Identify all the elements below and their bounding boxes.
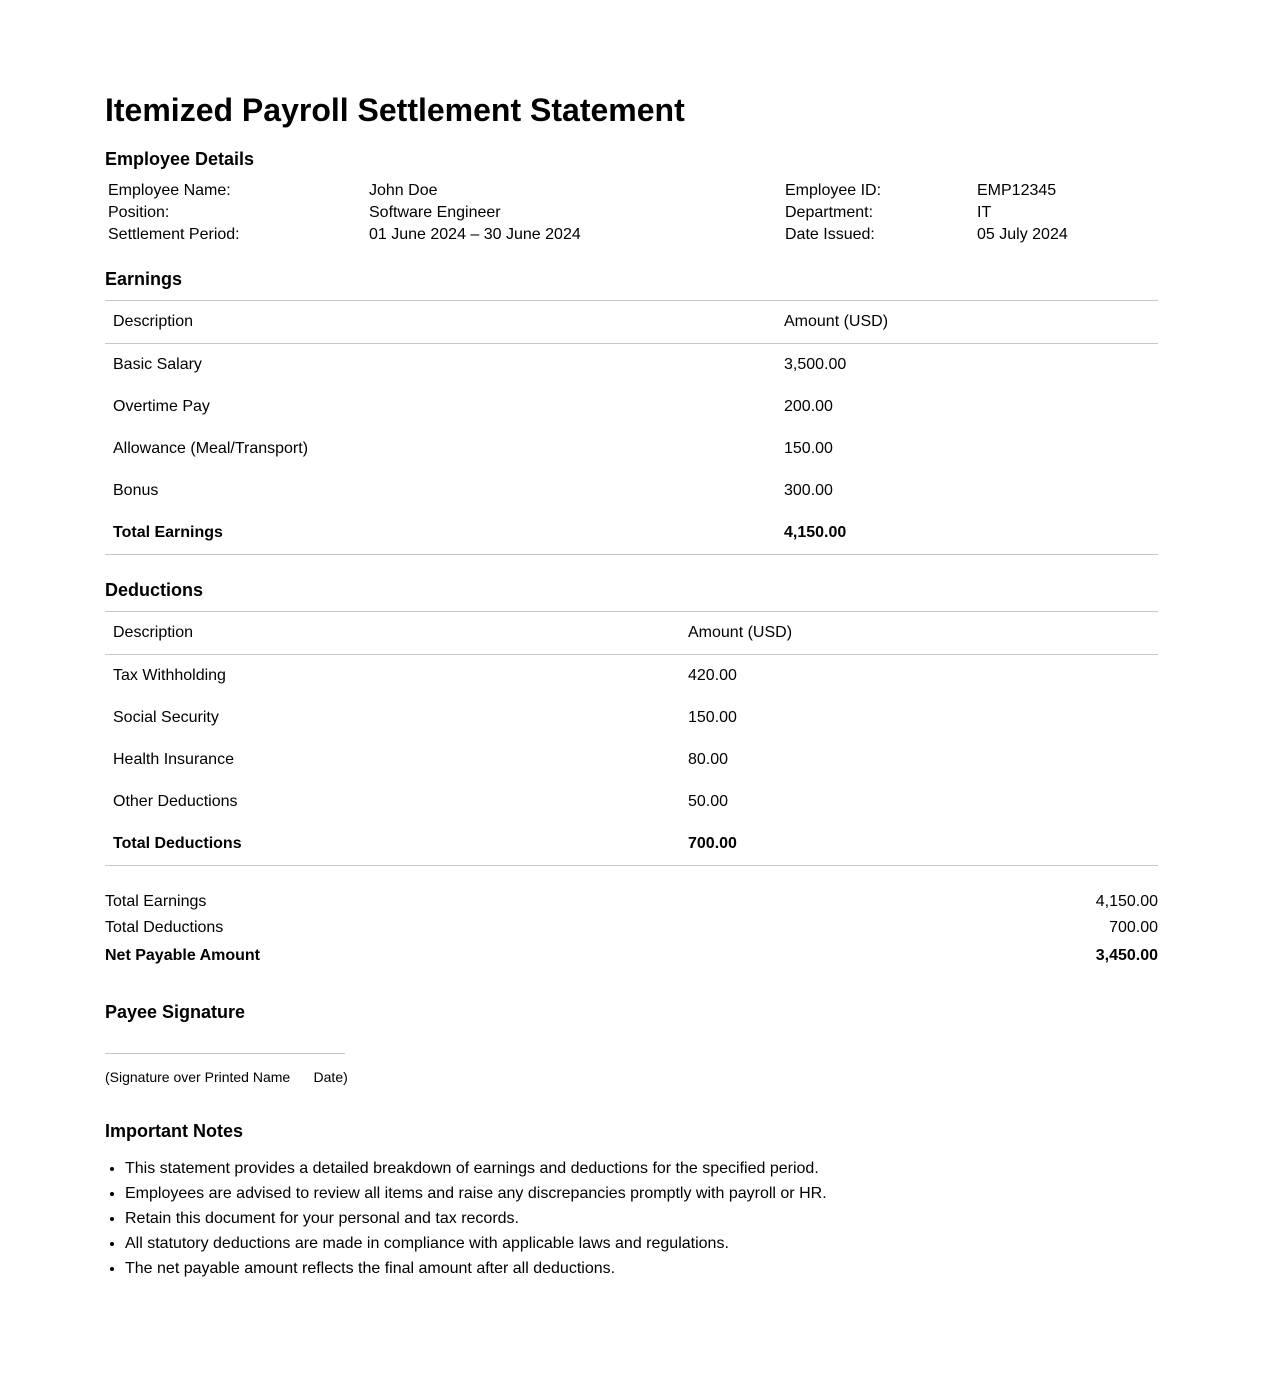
column-header-amount: Amount (USD): [784, 313, 889, 330]
item-description: Bonus: [113, 482, 159, 499]
signature-caption: (Signature over Printed Name Date): [105, 1069, 348, 1085]
department-label: Department:: [785, 204, 874, 221]
table-row: [105, 739, 1158, 781]
total-deductions-label: Total Deductions: [113, 835, 242, 852]
summary-earnings-value: 4,150.00: [1095, 893, 1158, 910]
total-earnings-label: Total Earnings: [113, 524, 223, 541]
summary-earnings-label: Total Earnings: [105, 893, 207, 910]
item-description: Other Deductions: [113, 793, 238, 810]
table-header-row: [105, 301, 1158, 344]
deductions-table: [105, 611, 1158, 866]
list-item: • All statutory deductions are made in compliance with applicable laws and regulations.: [125, 1231, 1158, 1256]
employee-id-value: EMP12345: [977, 182, 1057, 199]
item-amount: 50.00: [688, 793, 729, 810]
employee-row: [105, 224, 1158, 246]
department-value: IT: [977, 204, 992, 221]
page-title: Itemized Payroll Settlement Statement: [105, 92, 685, 128]
summary-earnings-row: [105, 889, 1158, 915]
item-description: Overtime Pay: [113, 398, 210, 415]
employee-row: [105, 180, 1158, 202]
earnings-heading: Earnings: [105, 269, 183, 289]
total-earnings-amount: 4,150.00: [784, 524, 847, 541]
table-row: [105, 655, 1158, 698]
settlement-period-value: 01 June 2024 – 30 June 2024: [369, 226, 581, 243]
item-description: Health Insurance: [113, 751, 234, 768]
summary-deductions-label: Total Deductions: [105, 919, 224, 936]
employee-id-label: Employee ID:: [785, 182, 882, 199]
item-description: Social Security: [113, 709, 219, 726]
net-payable-label: Net Payable Amount: [105, 947, 260, 964]
table-row: [105, 344, 1158, 387]
signature-line: [105, 1053, 345, 1054]
table-row: [105, 470, 1158, 512]
date-issued-value: 05 July 2024: [977, 226, 1068, 243]
column-header-description: Description: [113, 313, 194, 330]
employee-name-label: Employee Name:: [108, 182, 231, 199]
column-header-amount: Amount (USD): [688, 624, 793, 641]
notes-list: [105, 1156, 1158, 1281]
item-amount: 200.00: [784, 398, 833, 415]
list-item: • This statement provides a detailed breakdown of earnings and deductions for the specified period.: [125, 1156, 1158, 1181]
employee-details-heading: Employee Details: [105, 149, 255, 169]
net-payable-value: 3,450.00: [1095, 947, 1158, 964]
table-row: [105, 697, 1158, 739]
list-item: • The net payable amount reflects the final amount after all deductions.: [125, 1256, 1158, 1281]
table-header-row: [105, 612, 1158, 655]
position-value: Software Engineer: [369, 204, 501, 221]
payee-signature-heading: Payee Signature: [105, 1002, 246, 1022]
employee-row: [105, 202, 1158, 224]
net-payable-row: [105, 941, 1158, 971]
item-amount: 150.00: [784, 440, 833, 457]
column-header-description: Description: [113, 624, 194, 641]
employee-details: [105, 180, 1158, 246]
item-amount: 80.00: [688, 751, 729, 768]
item-amount: 300.00: [784, 482, 833, 499]
total-deductions-amount: 700.00: [688, 835, 737, 852]
deductions-heading: Deductions: [105, 580, 204, 600]
item-description: Allowance (Meal/Transport): [113, 440, 309, 457]
item-amount: 420.00: [688, 667, 737, 684]
item-description: Tax Withholding: [113, 667, 226, 684]
position-label: Position:: [108, 204, 170, 221]
list-item: • Employees are advised to review all items and raise any discrepancies promptly with payroll or HR.: [125, 1181, 1158, 1206]
table-row: [105, 781, 1158, 823]
date-issued-label: Date Issued:: [785, 226, 875, 243]
item-amount: 3,500.00: [784, 356, 847, 373]
summary-deductions-value: 700.00: [1109, 919, 1158, 936]
summary-deductions-row: [105, 915, 1158, 941]
item-description: Basic Salary: [113, 356, 202, 373]
statement-page: [105, 0, 1158, 1281]
table-row: [105, 428, 1158, 470]
summary-block: [105, 889, 1158, 971]
earnings-table: [105, 300, 1158, 555]
item-amount: 150.00: [688, 709, 737, 726]
employee-name-value: John Doe: [369, 182, 438, 199]
settlement-period-label: Settlement Period:: [108, 226, 240, 243]
list-item: • Retain this document for your personal and tax records.: [125, 1206, 1158, 1231]
table-row: [105, 386, 1158, 428]
total-row: [105, 823, 1158, 866]
total-row: [105, 512, 1158, 555]
important-notes-heading: Important Notes: [105, 1121, 244, 1141]
